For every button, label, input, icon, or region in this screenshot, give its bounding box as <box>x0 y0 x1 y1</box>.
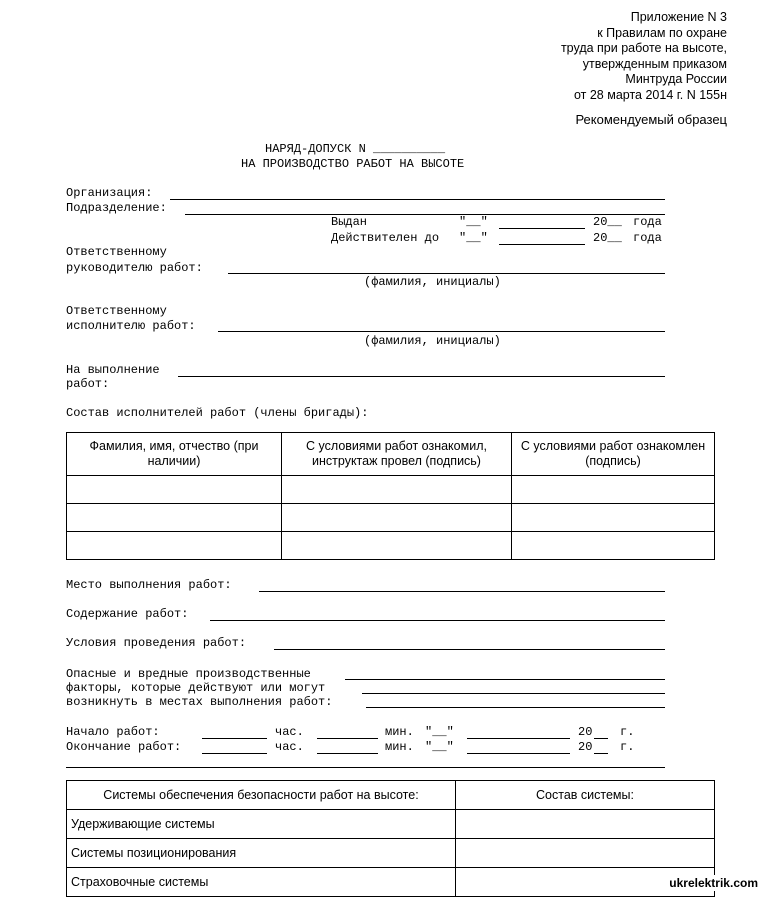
crew-name-cell[interactable] <box>67 476 282 504</box>
end-hours-field[interactable] <box>202 753 267 754</box>
end-year-prefix: 20 <box>578 740 593 754</box>
end-year-field[interactable] <box>594 753 608 754</box>
crew-acknowledged-cell[interactable] <box>512 504 715 532</box>
system-name: Страховочные системы <box>67 868 456 897</box>
system-composition-cell[interactable] <box>456 839 715 868</box>
hazard-field-2[interactable] <box>362 693 665 694</box>
resp-executor-field[interactable] <box>218 331 665 332</box>
systems-table <box>66 780 715 897</box>
task-label-2: работ: <box>66 377 110 391</box>
table-row <box>67 504 715 532</box>
systems-header: Системы обеспечения безопасности работ на высоте: <box>67 781 456 810</box>
resp-manager-field[interactable] <box>228 273 665 274</box>
start-year-unit: г. <box>620 725 635 739</box>
end-label: Окончание работ: <box>66 740 182 754</box>
valid-day[interactable]: "__" <box>459 231 488 245</box>
start-day[interactable]: "__" <box>425 725 454 739</box>
permit-subtitle: НА ПРОИЗВОДСТВО РАБОТ НА ВЫСОТЕ <box>241 157 465 171</box>
start-month-field[interactable] <box>467 738 570 739</box>
header-line: утвержденным приказом <box>582 56 727 71</box>
task-field[interactable] <box>178 376 665 377</box>
system-composition-cell[interactable] <box>456 810 715 839</box>
header-line: Минтруда России <box>625 72 727 86</box>
crew-acknowledged-cell[interactable] <box>512 476 715 504</box>
crew-instructed-cell[interactable] <box>282 476 512 504</box>
start-hours-field[interactable] <box>202 738 267 739</box>
issued-year[interactable]: 20__ <box>593 215 622 229</box>
header-line: труда при работе на высоте, <box>560 41 727 55</box>
department-label: Подразделение: <box>66 201 167 215</box>
conditions-field[interactable] <box>274 649 665 650</box>
start-year-field[interactable] <box>594 738 608 739</box>
crew-name-cell[interactable] <box>67 504 282 532</box>
crew-instructed-cell[interactable] <box>282 532 512 560</box>
header-line: Приложение N 3 <box>630 10 727 24</box>
issued-month-field[interactable] <box>499 228 585 229</box>
start-minutes-unit: мин. <box>385 725 414 739</box>
crew-label: Состав исполнителей работ (члены бригады): <box>66 406 369 420</box>
crew-header-instructed: С условиями работ ознакомил, инструктаж провел (подпись) <box>282 433 512 476</box>
organization-field[interactable] <box>170 199 665 200</box>
divider <box>66 767 665 768</box>
watermark: ukrelektrik.com <box>666 875 761 891</box>
valid-until-label: Действителен до <box>331 231 440 245</box>
hazard-field-3[interactable] <box>366 707 665 708</box>
resp-manager-hint: (фамилия, инициалы) <box>364 275 501 289</box>
composition-header: Состав системы: <box>456 781 715 810</box>
issued-year-word: года <box>633 215 662 229</box>
valid-year[interactable]: 20__ <box>593 231 622 245</box>
resp-executor-label-1: Ответственному <box>66 304 167 318</box>
hazard-label-1: Опасные и вредные производственные <box>66 667 311 681</box>
end-month-field[interactable] <box>467 753 570 754</box>
place-field[interactable] <box>259 591 665 592</box>
start-label: Начало работ: <box>66 725 160 739</box>
content-label: Содержание работ: <box>66 607 189 621</box>
hazard-field-1[interactable] <box>345 679 665 680</box>
task-label-1: На выполнение <box>66 363 160 377</box>
hazard-label-3: возникнуть в местах выполнения работ: <box>66 695 333 709</box>
end-hours-unit: час. <box>275 740 304 754</box>
end-minutes-unit: мин. <box>385 740 414 754</box>
table-row <box>67 476 715 504</box>
end-minutes-field[interactable] <box>317 753 378 754</box>
hazard-label-2: факторы, которые действуют или могут <box>66 681 326 695</box>
permit-title: НАРЯД-ДОПУСК N __________ <box>265 142 446 156</box>
crew-table <box>66 432 715 560</box>
issued-label: Выдан <box>331 215 368 229</box>
crew-name-cell[interactable] <box>67 532 282 560</box>
table-row <box>67 839 715 868</box>
start-minutes-field[interactable] <box>317 738 378 739</box>
crew-instructed-cell[interactable] <box>282 504 512 532</box>
table-row <box>67 810 715 839</box>
crew-header-acknowledged: С условиями работ ознакомлен (подпись) <box>512 433 715 476</box>
end-year-unit: г. <box>620 740 635 754</box>
organization-label: Организация: <box>66 186 153 200</box>
system-name: Удерживающие системы <box>67 810 456 839</box>
place-label: Место выполнения работ: <box>66 578 232 592</box>
crew-header-name: Фамилия, имя, отчество (при наличии) <box>67 433 282 476</box>
header-line: от 28 марта 2014 г. N 155н <box>573 87 727 102</box>
start-hours-unit: час. <box>275 725 304 739</box>
end-day[interactable]: "__" <box>425 740 454 754</box>
resp-manager-label-1: Ответственному <box>66 245 167 259</box>
resp-executor-label-2: исполнителю работ: <box>66 319 196 333</box>
appendix-header <box>561 10 727 103</box>
crew-acknowledged-cell[interactable] <box>512 532 715 560</box>
issued-day[interactable]: "__" <box>459 215 488 229</box>
system-name: Системы позиционирования <box>67 839 456 868</box>
recommended-sample: Рекомендуемый образец <box>575 112 727 127</box>
valid-month-field[interactable] <box>499 244 585 245</box>
content-field[interactable] <box>210 620 665 621</box>
resp-executor-hint: (фамилия, инициалы) <box>364 334 501 348</box>
conditions-label: Условия проведения работ: <box>66 636 247 650</box>
valid-year-word: года <box>633 231 662 245</box>
table-row <box>67 868 715 897</box>
start-year-prefix: 20 <box>578 725 593 739</box>
resp-manager-label-2: руководителю работ: <box>66 261 203 275</box>
table-row <box>67 532 715 560</box>
header-line: к Правилам по охране <box>597 25 727 40</box>
